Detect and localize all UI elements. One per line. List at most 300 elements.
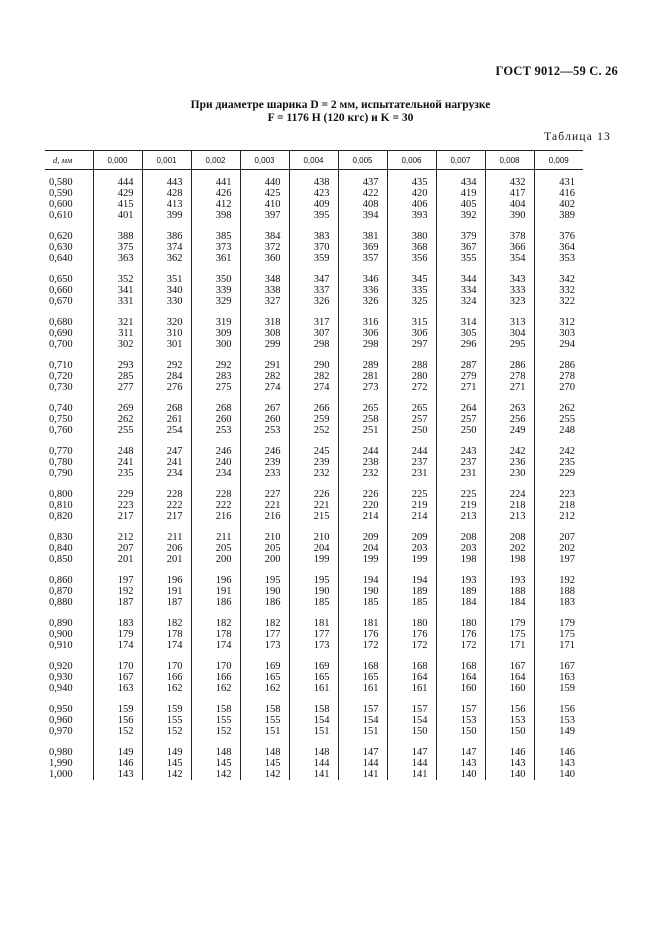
table-cell: 188 [485,586,534,597]
table-cell: 203 [436,543,485,554]
table-cell: 443 [142,170,191,189]
spacer-cell [45,522,93,532]
column-header: 0,008 [485,151,534,170]
table-cell: 294 [534,339,583,350]
table-cell: 319 [191,317,240,328]
table-cell: 260 [191,414,240,425]
table-cell: 324 [436,296,485,307]
table-cell: 304 [485,328,534,339]
table-cell: 354 [485,253,534,264]
table-cell: 243 [436,446,485,457]
spacer-cell [485,307,534,317]
table-cell: 268 [191,403,240,414]
table-cell: 386 [142,231,191,242]
table-cell: 174 [93,640,142,651]
table-cell: 208 [485,532,534,543]
table-cell: 178 [142,629,191,640]
table-cell: 206 [142,543,191,554]
row-label-d: 0,820 [49,511,73,522]
spacer-cell [142,737,191,747]
table-cell: 356 [387,253,436,264]
table-cell: 189 [387,586,436,597]
spacer-cell [485,393,534,403]
spacer-cell [387,522,436,532]
table-cell: 185 [387,597,436,608]
table-cell: 205 [191,543,240,554]
spacer-cell [289,264,338,274]
table-cell: 160 [436,683,485,694]
table-cell: 236 [485,457,534,468]
row-label-d: 0,920 [49,661,73,672]
table-cell: 141 [338,769,387,780]
table-cell: 255 [93,425,142,436]
spacer-cell [45,350,93,360]
table-cell: 173 [240,640,289,651]
table-row [45,317,583,328]
table-cell: 199 [387,554,436,565]
table-cell: 223 [93,500,142,511]
table-cell: 280 [387,371,436,382]
spacer-cell [142,522,191,532]
table-cell: 166 [142,672,191,683]
table-cell: 239 [289,457,338,468]
spacer-cell [485,350,534,360]
table-cell: 406 [387,199,436,210]
table-cell: 247 [142,446,191,457]
spacer-cell [240,393,289,403]
row-label-d: 0,660 [49,285,73,296]
spacer-cell [142,307,191,317]
spacer-cell [436,393,485,403]
table-row [45,489,583,500]
table-cell: 350 [191,274,240,285]
table-cell: 192 [93,586,142,597]
table-cell: 248 [534,425,583,436]
table-cell: 172 [338,640,387,651]
table-cell: 175 [485,629,534,640]
table-cell: 271 [436,382,485,393]
table-cell: 282 [240,371,289,382]
spacer-cell [289,307,338,317]
table-cell: 364 [534,242,583,253]
table-cell: 219 [436,500,485,511]
table-cell: 226 [338,489,387,500]
table-cell: 301 [142,339,191,350]
spacer-cell [436,608,485,618]
table-cell: 201 [93,554,142,565]
table-cell: 173 [289,640,338,651]
table-cell: 360 [240,253,289,264]
table-cell: 215 [289,511,338,522]
spacer-cell [485,479,534,489]
table-cell: 148 [289,747,338,758]
table-cell: 157 [387,704,436,715]
table-cell: 348 [240,274,289,285]
table-cell: 147 [387,747,436,758]
table-cell: 163 [93,683,142,694]
table-cell: 246 [240,446,289,457]
table-cell: 325 [387,296,436,307]
table-cell: 444 [93,170,142,189]
table-cell: 217 [142,511,191,522]
spacer-cell [240,608,289,618]
spacer-cell [240,264,289,274]
table-header-row [45,151,583,170]
table-cell: 154 [338,715,387,726]
table-row [45,511,583,522]
table-cell: 159 [93,704,142,715]
row-label-d: 0,780 [49,457,73,468]
spacer-cell [191,436,240,446]
table-cell: 315 [387,317,436,328]
table-cell: 198 [436,554,485,565]
table-cell: 158 [289,704,338,715]
table-row [45,575,583,586]
spacer-cell [289,522,338,532]
table-row [45,672,583,683]
row-label-d: 0,700 [49,339,73,350]
table-cell: 334 [436,285,485,296]
table-cell: 257 [387,414,436,425]
table-cell: 372 [240,242,289,253]
table-cell: 361 [191,253,240,264]
table-cell: 204 [289,543,338,554]
table-cell: 367 [436,242,485,253]
table-cell: 186 [240,597,289,608]
table-cell: 385 [191,231,240,242]
table-cell: 242 [534,446,583,457]
table-cell: 148 [191,747,240,758]
table-cell: 401 [93,210,142,221]
table-row [45,414,583,425]
table-row [45,210,583,221]
group-spacer [45,651,583,661]
table-cell: 165 [289,672,338,683]
table-cell: 161 [387,683,436,694]
table-cell: 171 [534,640,583,651]
table-cell: 212 [93,532,142,543]
spacer-cell [191,479,240,489]
table-cell: 261 [142,414,191,425]
table-cell: 298 [289,339,338,350]
table-cell: 180 [387,618,436,629]
row-label-d: 0,890 [49,618,73,629]
table-cell: 143 [436,758,485,769]
table-cell: 413 [142,199,191,210]
table-cell: 192 [534,575,583,586]
spacer-cell [142,608,191,618]
table-row [45,543,583,554]
table-cell: 285 [93,371,142,382]
table-cell: 416 [534,188,583,199]
table-cell: 298 [338,339,387,350]
table-cell: 390 [485,210,534,221]
table-cell: 399 [142,210,191,221]
table-cell: 155 [191,715,240,726]
table-cell: 142 [142,769,191,780]
table-cell: 242 [485,446,534,457]
spacer-cell [45,608,93,618]
row-label-d: 0,750 [49,414,73,425]
table-cell: 394 [338,210,387,221]
spacer-cell [485,608,534,618]
spacer-cell [93,522,142,532]
table-cell: 253 [191,425,240,436]
table-cell: 182 [240,618,289,629]
spacer-cell [485,651,534,661]
table-cell: 316 [338,317,387,328]
table-cell: 375 [93,242,142,253]
table-cell: 144 [387,758,436,769]
table-cell: 193 [436,575,485,586]
table-cell: 164 [387,672,436,683]
spacer-cell [534,737,583,747]
table-cell: 431 [534,170,583,189]
table-cell: 355 [436,253,485,264]
spacer-cell [142,694,191,704]
table-cell: 162 [191,683,240,694]
table-cell: 214 [338,511,387,522]
table-cell: 207 [93,543,142,554]
table-cell: 346 [338,274,387,285]
table-title-line-1-text: При диаметре шарика D = 2 мм, испытательной нагрузке [190,99,491,111]
table-cell: 144 [338,758,387,769]
table-cell: 196 [142,575,191,586]
row-label-d: 0,980 [49,747,73,758]
spacer-cell [93,307,142,317]
spacer-cell [240,479,289,489]
table-cell: 429 [93,188,142,199]
table-cell: 229 [93,489,142,500]
spacer-cell [338,436,387,446]
table-cell: 245 [289,446,338,457]
table-cell: 179 [485,618,534,629]
group-spacer [45,393,583,403]
spacer-cell [387,307,436,317]
table-cell: 143 [93,769,142,780]
spacer-cell [485,522,534,532]
table-cell: 273 [338,382,387,393]
table-cell: 383 [289,231,338,242]
spacer-cell [93,479,142,489]
column-header: 0,009 [534,151,583,170]
table-cell: 255 [534,414,583,425]
table-cell: 417 [485,188,534,199]
spacer-cell [240,350,289,360]
table-cell: 428 [142,188,191,199]
spacer-cell [338,565,387,575]
table-cell: 184 [485,597,534,608]
table-cell: 166 [191,672,240,683]
table-row [45,683,583,694]
group-spacer [45,522,583,532]
table-cell: 190 [240,586,289,597]
column-header: 0,000 [93,151,142,170]
row-label-d: 0,910 [49,640,73,651]
table-cell: 368 [387,242,436,253]
table-cell: 140 [534,769,583,780]
table-cell: 282 [289,371,338,382]
group-spacer [45,264,583,274]
spacer-cell [142,651,191,661]
table-cell: 157 [436,704,485,715]
table-cell: 240 [191,457,240,468]
group-spacer [45,565,583,575]
table-cell: 178 [191,629,240,640]
table-cell: 225 [387,489,436,500]
row-label-d: 0,800 [49,489,73,500]
spacer-cell [338,522,387,532]
table-cell: 174 [191,640,240,651]
table-cell: 201 [142,554,191,565]
row-label-d: 0,740 [49,403,73,414]
table-cell: 362 [142,253,191,264]
table-cell: 223 [534,489,583,500]
table-cell: 263 [485,403,534,414]
spacer-cell [485,264,534,274]
table-cell: 373 [191,242,240,253]
spacer-cell [191,221,240,231]
table-cell: 153 [534,715,583,726]
table-cell: 300 [191,339,240,350]
table-cell: 250 [436,425,485,436]
table-cell: 252 [289,425,338,436]
table-cell: 422 [338,188,387,199]
spacer-cell [191,651,240,661]
spacer-cell [534,436,583,446]
table-cell: 161 [289,683,338,694]
table-cell: 182 [142,618,191,629]
table-cell: 342 [534,274,583,285]
table-row [45,253,583,264]
table-cell: 265 [338,403,387,414]
table-cell: 210 [240,532,289,543]
spacer-cell [191,565,240,575]
table-cell: 207 [534,532,583,543]
table-cell: 190 [289,586,338,597]
spacer-cell [45,479,93,489]
table-cell: 337 [289,285,338,296]
group-spacer [45,608,583,618]
row-label-d: 0,650 [49,274,73,285]
spacer-cell [534,221,583,231]
table-cell: 336 [338,285,387,296]
spacer-cell [289,436,338,446]
table-cell: 156 [485,704,534,715]
table-cell: 244 [338,446,387,457]
table-row [45,758,583,769]
table-cell: 214 [387,511,436,522]
spacer-cell [93,651,142,661]
table-cell: 152 [93,726,142,737]
spacer-cell [45,393,93,403]
table-cell: 146 [485,747,534,758]
table-cell: 352 [93,274,142,285]
row-label-d: 0,900 [49,629,73,640]
table-cell: 363 [93,253,142,264]
spacer-cell [142,436,191,446]
spacer-cell [240,307,289,317]
table-cell: 415 [93,199,142,210]
table-cell: 167 [534,661,583,672]
table-cell: 267 [240,403,289,414]
table-cell: 211 [142,532,191,543]
table-cell: 275 [191,382,240,393]
table-cell: 152 [142,726,191,737]
table-cell: 168 [387,661,436,672]
table-cell: 306 [338,328,387,339]
spacer-cell [387,608,436,618]
table-row [45,629,583,640]
table-cell: 195 [289,575,338,586]
table-cell: 197 [534,554,583,565]
row-label-d: 0,670 [49,296,73,307]
table-cell: 167 [93,672,142,683]
table-cell: 172 [436,640,485,651]
table-row [45,500,583,511]
spacer-cell [338,737,387,747]
spacer-cell [436,436,485,446]
row-label-d: 0,850 [49,554,73,565]
spacer-cell [240,651,289,661]
table-cell: 170 [142,661,191,672]
table-cell: 149 [93,747,142,758]
table-cell: 302 [93,339,142,350]
table-cell: 295 [485,339,534,350]
table-cell: 161 [338,683,387,694]
table-cell: 233 [240,468,289,479]
table-cell: 165 [338,672,387,683]
spacer-cell [45,565,93,575]
table-cell: 272 [387,382,436,393]
group-spacer [45,694,583,704]
table-row [45,715,583,726]
table-cell: 292 [191,360,240,371]
table-cell: 257 [436,414,485,425]
table-row [45,274,583,285]
spacer-cell [436,307,485,317]
table-cell: 274 [289,382,338,393]
table-cell: 177 [240,629,289,640]
table-cell: 279 [436,371,485,382]
table-row [45,747,583,758]
table-cell: 232 [338,468,387,479]
table-cell: 327 [240,296,289,307]
table-cell: 339 [191,285,240,296]
table-cell: 191 [142,586,191,597]
column-header: 0,002 [191,151,240,170]
row-label-d: 0,940 [49,683,73,694]
table-cell: 251 [338,425,387,436]
spacer-cell [436,264,485,274]
table-cell: 330 [142,296,191,307]
table-cell: 170 [93,661,142,672]
table-cell: 271 [485,382,534,393]
table-cell: 278 [485,371,534,382]
spacer-cell [534,565,583,575]
row-label-d: 0,730 [49,382,73,393]
table-cell: 145 [191,758,240,769]
table-cell: 219 [387,500,436,511]
table-row [45,382,583,393]
table-cell: 253 [240,425,289,436]
spacer-cell [534,651,583,661]
row-label-d: 1,990 [49,758,73,769]
table-cell: 412 [191,199,240,210]
spacer-cell [485,694,534,704]
table-cell: 312 [534,317,583,328]
row-label-d: 0,640 [49,253,73,264]
